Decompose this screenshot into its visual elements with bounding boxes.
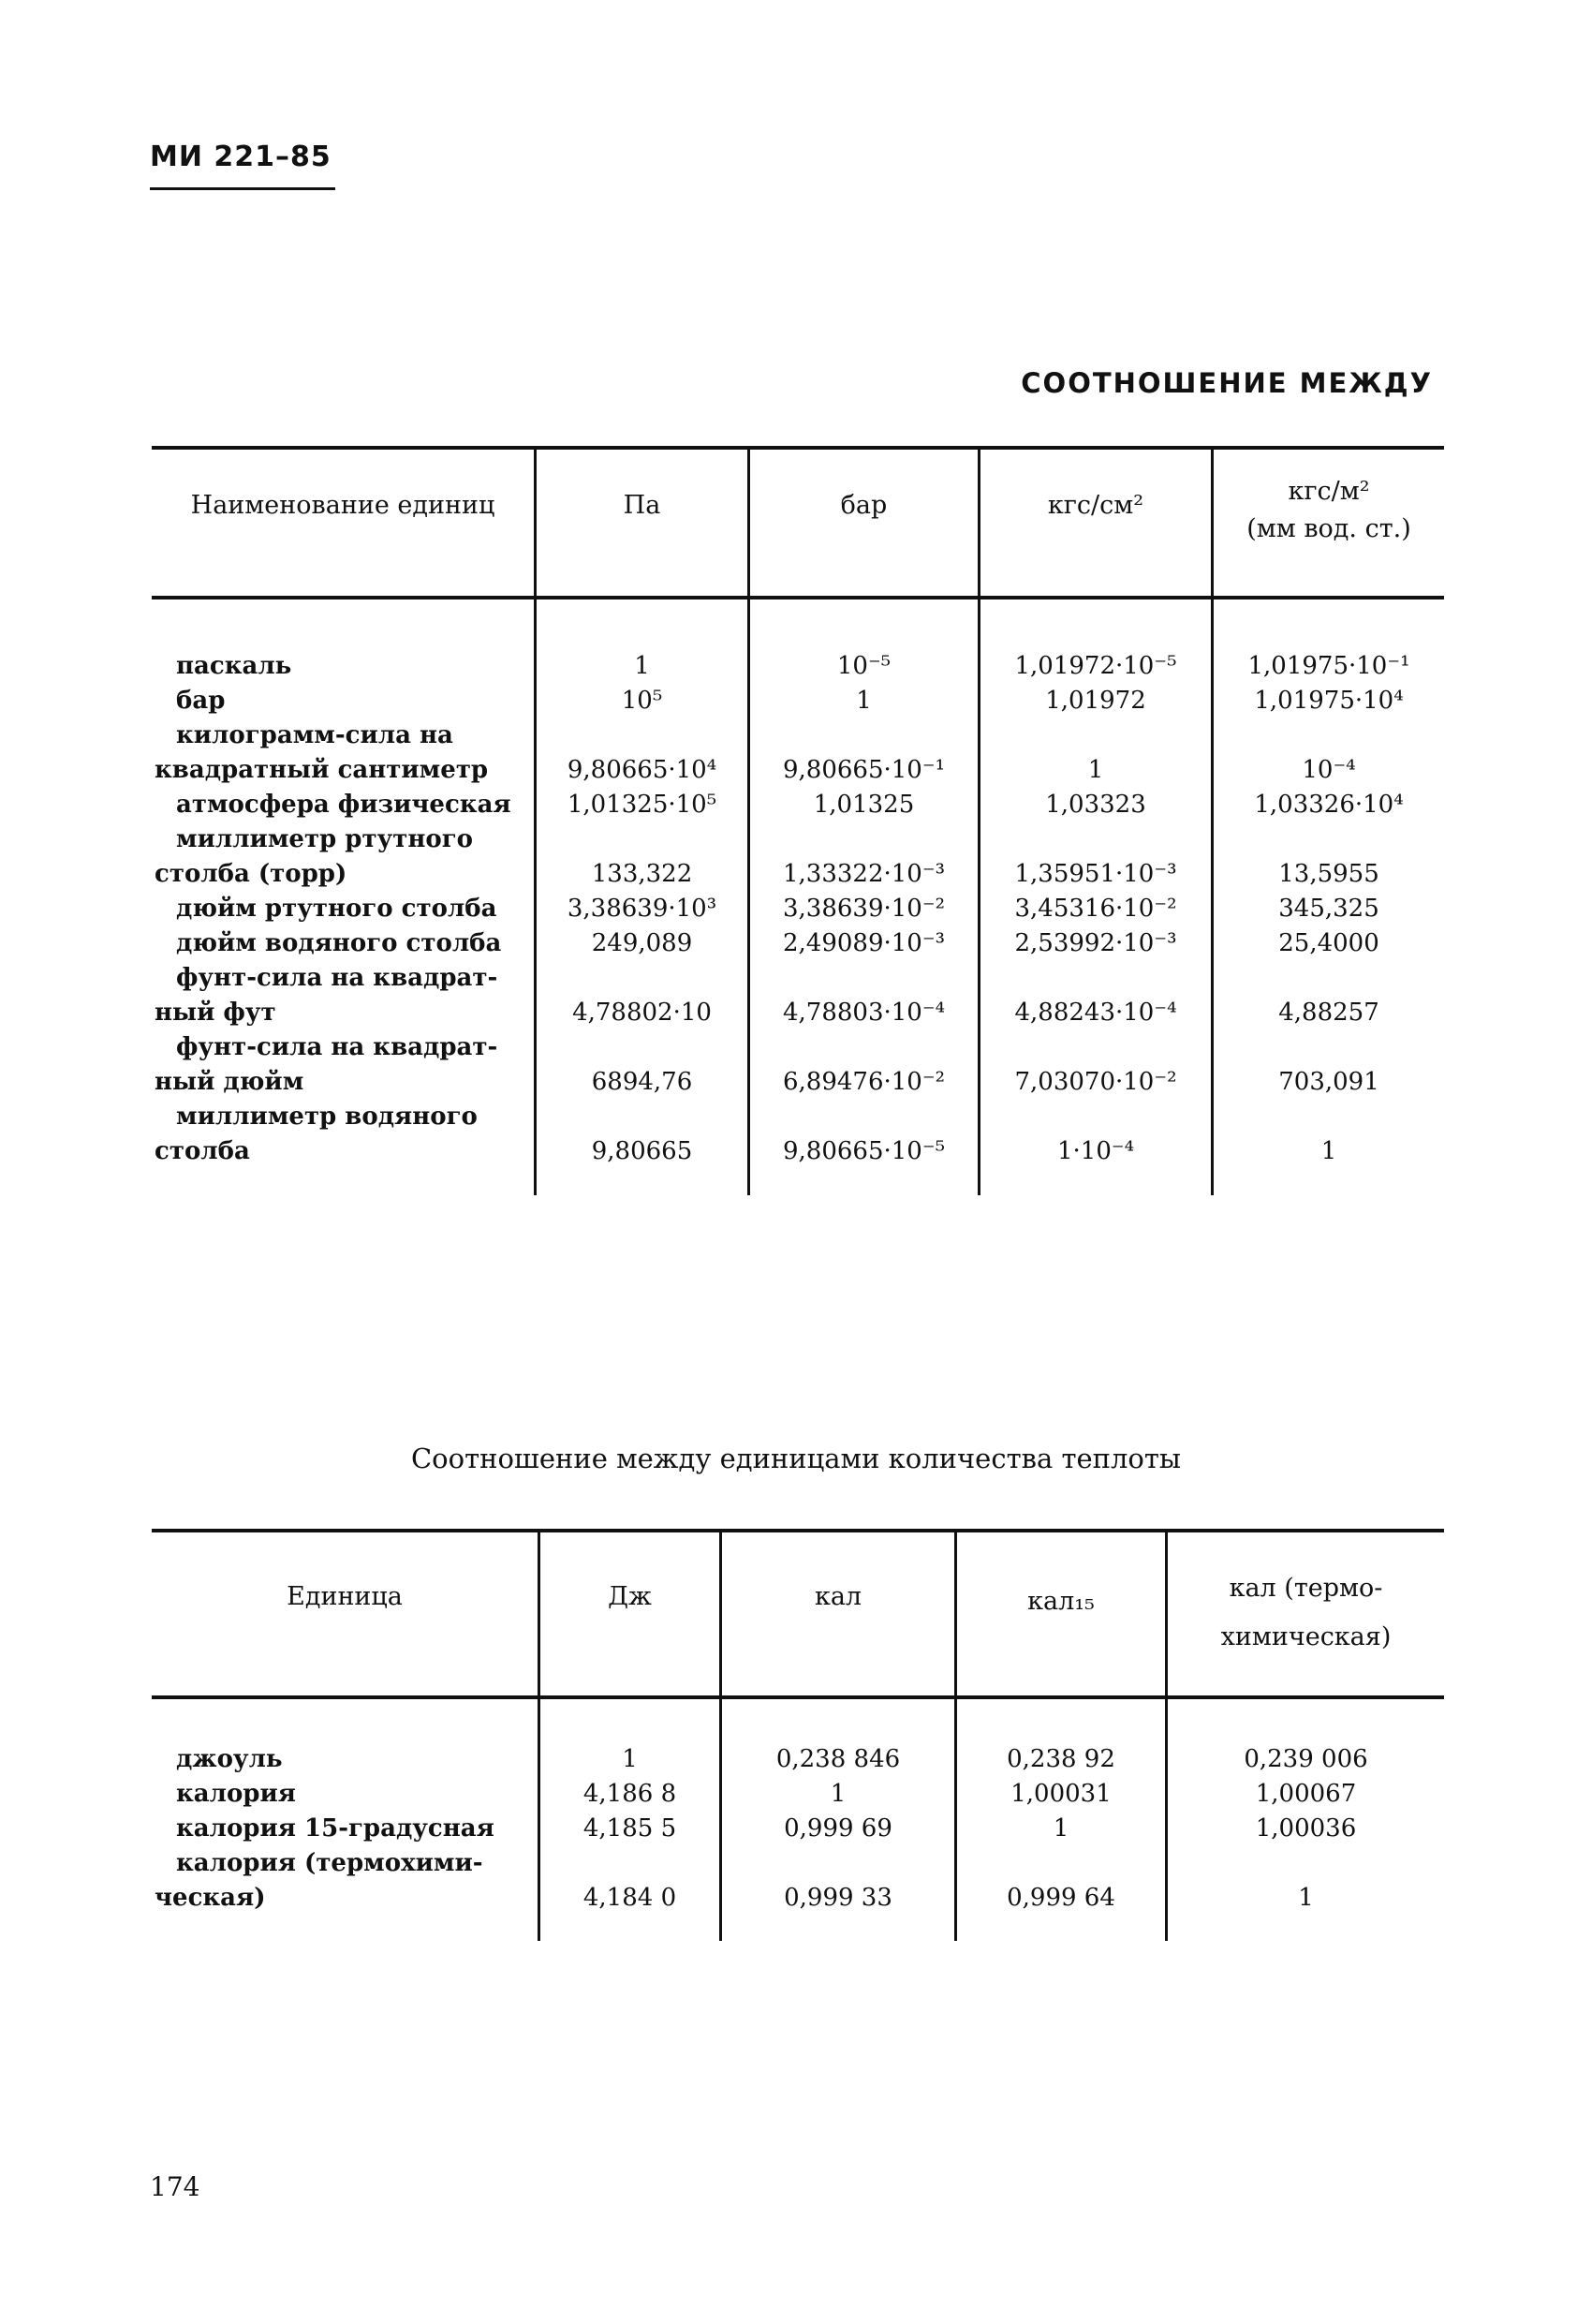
table1-cell-pa: 1,01325·10⁵ — [567, 791, 717, 819]
table1-cell-bar: 1,01325 — [813, 791, 915, 819]
table1-row-name: атмосфера физическая — [176, 791, 511, 819]
table1-cell-kgf-m2: 25,4000 — [1278, 929, 1379, 957]
table2-cell-cal15: 0,238 92 — [1007, 1745, 1115, 1773]
table2-cell-cal: 0,999 33 — [784, 1884, 892, 1912]
table1-cell-kgf-cm2: 1 — [1087, 756, 1104, 784]
table1-row-name: миллиметр водяного — [176, 1103, 478, 1131]
table1-top-rule — [152, 446, 1444, 450]
table1-cell-bar: 4,78803·10⁻⁴ — [782, 999, 945, 1027]
table1-cell-kgf-cm2: 1,01972·10⁻⁵ — [1014, 652, 1177, 680]
table2-cell-cal15: 1,00031 — [1010, 1780, 1112, 1808]
table1-header-kgf-cm2: кгс/см² — [1047, 491, 1144, 520]
table1-cell-pa: 249,089 — [591, 929, 693, 957]
table1-cell-kgf-m2: 1,01975·10⁴ — [1254, 687, 1404, 715]
table1-cell-pa: 1 — [634, 652, 650, 680]
table1-header-name: Наименование единиц — [190, 491, 495, 520]
table2-header-cal: кал — [814, 1582, 862, 1611]
table1-cell-kgf-cm2: 1,03323 — [1045, 791, 1146, 819]
table1-row-name: фунт-сила на квадрат- — [176, 964, 498, 992]
table2-row-name: калория 15-градусная — [176, 1814, 494, 1843]
table2-cell-j: 1 — [622, 1745, 638, 1773]
table2-cell-calth: 1,00036 — [1255, 1814, 1357, 1843]
table2-title: Соотношение между единицами количества теплоты — [410, 1443, 1181, 1474]
table2-header-calth — [1168, 1564, 1444, 1662]
table1-cell-kgf-m2: 10⁻⁴ — [1302, 756, 1356, 784]
document-code: МИ 221–85 — [150, 141, 332, 173]
table1-cell-kgf-cm2: 7,03070·10⁻² — [1014, 1068, 1177, 1096]
table2-header-calth-line1: кал (термо- — [1229, 1574, 1383, 1603]
table1-row-name: килограмм-сила на — [176, 721, 453, 749]
table1-cell-pa: 9,80665·10⁴ — [567, 756, 717, 784]
table2-header-calth-line2: химическая) — [1220, 1622, 1392, 1651]
table1-title: СООТНОШЕНИЕ МЕЖДУ — [1021, 367, 1433, 399]
table1-header-bar: бар — [840, 491, 888, 520]
table1-row-name: дюйм водяного столба — [176, 929, 502, 957]
table2-header-rule — [152, 1695, 1444, 1699]
table2-row-name: калория (термохими- — [176, 1849, 483, 1877]
table1-cell-bar: 10⁻⁵ — [836, 652, 892, 680]
table2-header-j: Дж — [608, 1582, 652, 1611]
table1-header-pa: Па — [623, 491, 661, 520]
table1-cell-bar: 6,89476·10⁻² — [782, 1068, 945, 1096]
table1-cell-kgf-cm2: 1·10⁻⁴ — [1056, 1137, 1135, 1165]
table1-cell-kgf-cm2: 1,01972 — [1045, 687, 1146, 715]
table2-cell-cal: 1 — [830, 1780, 847, 1808]
table2-cell-j: 4,184 0 — [582, 1884, 677, 1912]
table1-header-kgf-m2-line2: (мм вод. ст.) — [1246, 514, 1411, 543]
table1-cell-kgf-m2: 1,01975·10⁻¹ — [1247, 652, 1410, 680]
table1-cell-kgf-cm2: 2,53992·10⁻³ — [1014, 929, 1177, 957]
table1-cell-bar: 9,80665·10⁻¹ — [782, 756, 945, 784]
table1-cell-bar: 2,49089·10⁻³ — [782, 929, 945, 957]
table1-cell-pa: 6894,76 — [591, 1068, 693, 1096]
table2-cell-calth: 0,239 006 — [1244, 1745, 1368, 1773]
table1-row-name: квадратный сантиметр — [155, 756, 489, 784]
table1-cell-kgf-cm2: 1,35951·10⁻³ — [1014, 860, 1177, 888]
table1-row-name: столба (торр) — [155, 860, 347, 888]
table1-cell-bar: 9,80665·10⁻⁵ — [782, 1137, 945, 1165]
table1-cell-kgf-m2: 4,88257 — [1278, 999, 1379, 1027]
table1-cell-kgf-cm2: 3,45316·10⁻² — [1014, 895, 1177, 923]
table1-row-name: ный фут — [155, 999, 276, 1027]
table2-cell-cal: 0,238 846 — [775, 1745, 901, 1773]
table1-cell-pa: 4,78802·10 — [572, 999, 712, 1027]
table2-header-unit: Единица — [287, 1582, 403, 1611]
table1-cell-bar: 3,38639·10⁻² — [782, 895, 945, 923]
table2-row-name: калория — [176, 1780, 296, 1808]
table1-cell-bar: 1,33322·10⁻³ — [782, 860, 945, 888]
table2-cell-cal15: 0,999 64 — [1007, 1884, 1115, 1912]
table1-cell-kgf-m2: 13,5955 — [1278, 860, 1379, 888]
table1-cell-pa: 3,38639·10³ — [567, 895, 717, 923]
table2-cell-j: 4,185 5 — [582, 1814, 677, 1843]
table1-row-name: дюйм ртутного столба — [176, 895, 497, 923]
table1-cell-bar: 1 — [856, 687, 872, 715]
table2-cell-calth: 1 — [1298, 1884, 1314, 1912]
table1-cell-kgf-m2: 345,325 — [1278, 895, 1379, 923]
table2-row-name: джоуль — [176, 1745, 283, 1773]
table1-row-name: миллиметр ртутного — [176, 825, 473, 853]
table2-top-rule — [152, 1529, 1444, 1532]
table1-row-name: столба — [155, 1137, 250, 1165]
table2-cell-cal: 0,999 69 — [784, 1814, 892, 1843]
table2-cell-j: 4,186 8 — [582, 1780, 677, 1808]
table2-cell-calth: 1,00067 — [1255, 1780, 1357, 1808]
table1-row-name: паскаль — [176, 652, 292, 680]
table1-cell-kgf-m2: 703,091 — [1278, 1068, 1379, 1096]
table1-row-name: бар — [176, 687, 226, 715]
table1-cell-kgf-m2: 1,03326·10⁴ — [1254, 791, 1404, 819]
document-code-underline — [150, 187, 335, 190]
table1-header-kgf-m2 — [1214, 473, 1444, 548]
table1-header-kgf-m2-line1: кгс/м² — [1288, 477, 1370, 506]
table1-row-name: фунт-сила на квадрат- — [176, 1033, 498, 1061]
table1-cell-pa: 133,322 — [591, 860, 693, 888]
table1-cell-kgf-m2: 1 — [1320, 1137, 1337, 1165]
table1-row-name: ный дюйм — [155, 1068, 304, 1096]
table2-cell-cal15: 1 — [1053, 1814, 1069, 1843]
page-number: 174 — [150, 2171, 200, 2202]
table1-cell-pa: 9,80665 — [591, 1137, 693, 1165]
table2-row-name: ческая) — [155, 1884, 266, 1912]
table1-cell-pa: 10⁵ — [621, 687, 663, 715]
table1-cell-kgf-cm2: 4,88243·10⁻⁴ — [1014, 999, 1177, 1027]
table1-header-rule — [152, 596, 1444, 600]
table2-header-cal15: кал₁₅ — [1027, 1587, 1095, 1616]
